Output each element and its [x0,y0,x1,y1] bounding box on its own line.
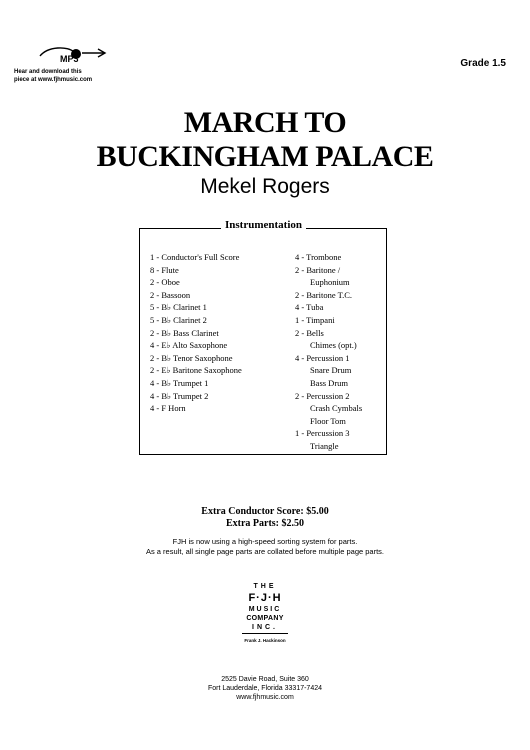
instrument-subitem: Bass Drum [310,377,349,388]
instrument-item: 2 - Baritone / [295,264,341,275]
extra-conductor-score-price: Extra Conductor Score: $5.00 [201,506,329,517]
instrument-item: 5 - B♭ Clarinet 2 [150,314,207,325]
instrument-item: 4 - F Horn [150,403,186,414]
mp3-note-line1: Hear and download this [14,69,82,75]
title-line1: MARCH TO [183,106,347,139]
publisher-address [0,675,530,702]
instrument-item: 2 - Bassoon [150,289,191,300]
address-website: www.fjhmusic.com [236,694,294,701]
instrument-item: 4 - Trombone [295,252,342,262]
instrument-item: 2 - E♭ Baritone Saxophone [150,365,242,376]
instrument-subitem: Floor Tom [310,415,346,426]
mp3-headphones-icon [38,44,108,66]
instrument-item: 4 - Percussion 1 [295,352,350,363]
address-line1: 2525 Davie Road, Suite 360 [221,676,309,683]
sorting-note-line2: As a result, all single page parts are collated before multiple page parts. [145,547,385,556]
instrument-item: 4 - B♭ Trumpet 1 [150,377,209,388]
extra-prices [0,506,530,530]
instrument-subitem: Crash Cymbals [310,403,363,414]
instrument-item: 4 - Tuba [295,302,324,313]
fjh-music-logo [240,582,290,645]
instrument-subitem: Snare Drum [310,365,352,376]
logo-signature: Frank J. Hackinson [244,638,286,643]
instrument-subitem: Chimes (opt.) [310,340,357,351]
mp3-download-block [14,44,124,84]
instrument-item: 2 - Percussion 2 [295,390,350,401]
extra-parts-price: Extra Parts: $2.50 [225,518,305,529]
mp3-note [14,68,124,84]
instrument-item: 4 - E♭ Alto Saxophone [150,340,228,351]
logo-music: MUSIC [248,606,282,613]
logo-rule [242,633,288,634]
instrument-item: 2 - Baritone T.C. [295,289,353,300]
instrument-item: 5 - B♭ Clarinet 1 [150,302,207,313]
grade-label: Grade 1.5 [460,58,506,69]
instrument-item: 2 - B♭ Tenor Saxophone [150,352,233,363]
mp3-note-line2: piece at www.fjhmusic.com [14,77,93,83]
logo-the: THE [253,583,277,590]
instrument-item: 1 - Conductor's Full Score [150,252,240,262]
instrumentation-left-column [150,251,242,415]
instrument-item: 8 - Flute [150,264,179,275]
mp3-badge: MP3 [60,54,79,64]
instrument-item: 2 - B♭ Bass Clarinet [150,327,219,338]
instrument-subitem: Euphonium [310,277,350,288]
logo-fjh: F·J·H [248,592,282,604]
logo-company: COMPANY [246,615,284,622]
title-line2: BUCKINGHAM PALACE [96,140,434,173]
instrumentation-box [139,228,387,455]
instrumentation-right-column [295,251,362,453]
logo-inc: INC. [252,624,278,631]
instrument-item: 1 - Timpani [295,314,335,325]
instrument-item: 4 - B♭ Trumpet 2 [150,390,209,401]
instrument-item: 1 - Percussion 3 [295,428,350,439]
instrument-item: 2 - Bells [295,327,324,338]
instrument-item: 2 - Oboe [150,277,180,288]
instrumentation-heading: Instrumentation [221,219,306,231]
sorting-note-line1: FJH is now using a high-speed sorting system for parts. [172,537,358,546]
composer-name: Mekel Rogers [200,175,330,198]
instrument-subitem: Triangle [310,440,339,451]
sorting-note [0,537,530,557]
address-line2: Fort Lauderdale, Florida 33317-7424 [207,685,323,692]
